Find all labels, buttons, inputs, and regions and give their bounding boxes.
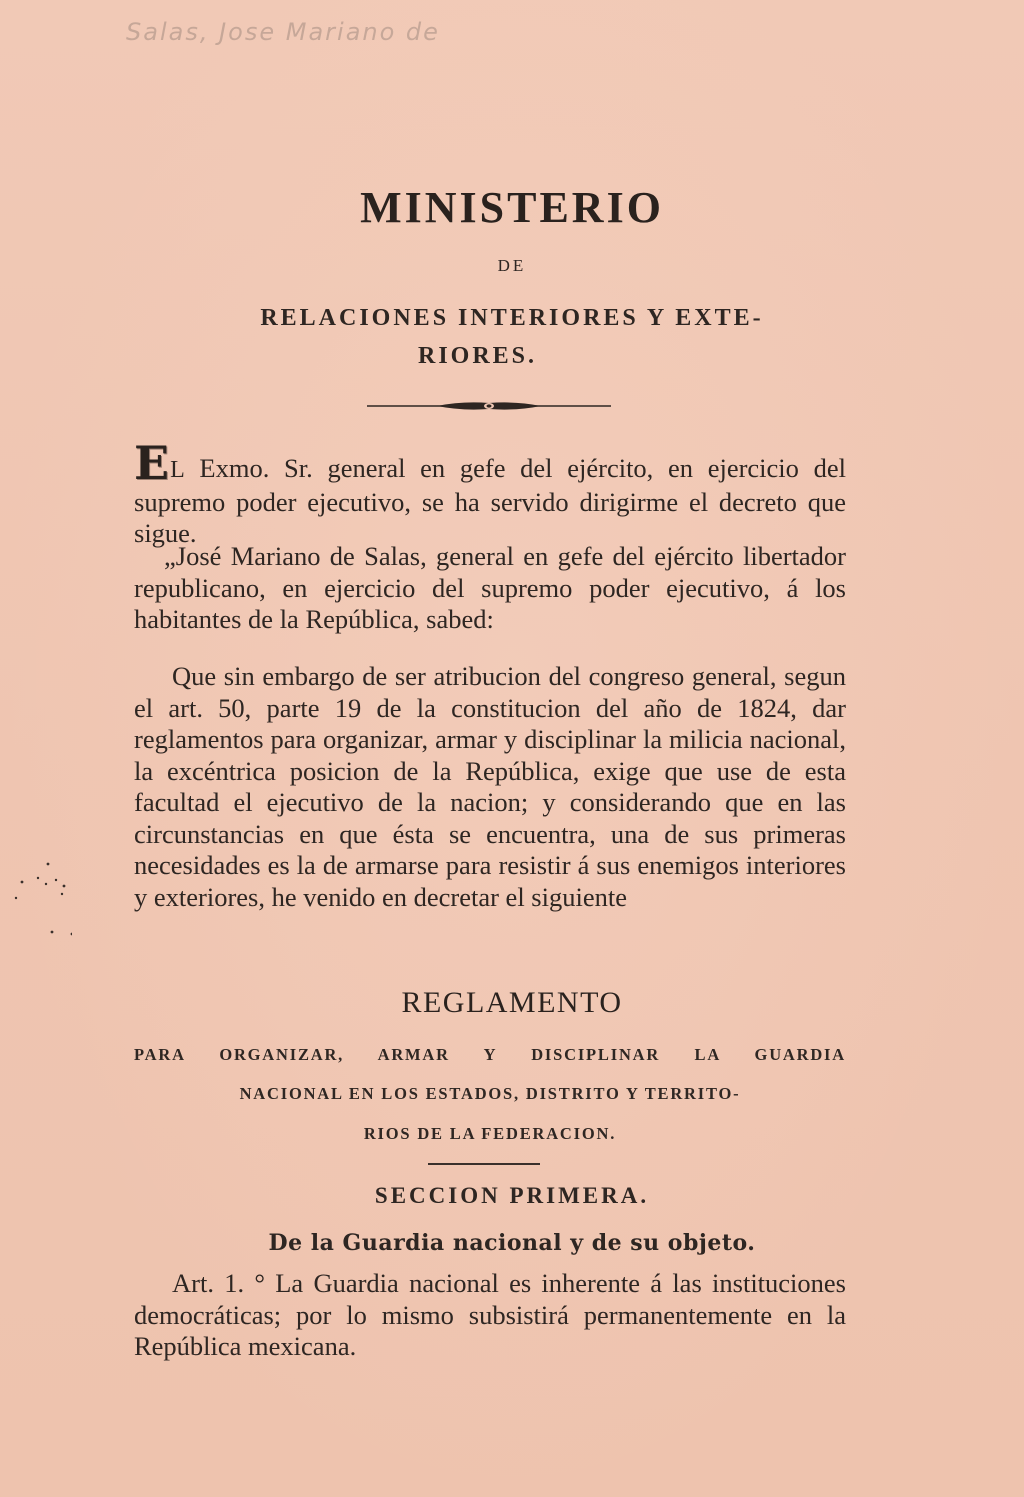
drop-cap-letter: E — [134, 436, 170, 490]
header-ministerio: MINISTERIO — [360, 183, 664, 232]
margin-marks — [12, 858, 72, 938]
heading-reglamento: REGLAMENTO — [401, 986, 623, 1019]
reglamento-subtitle-line1: PARA ORGANIZAR, ARMAR Y DISCIPLINAR LA GUARDIA — [134, 1045, 846, 1064]
paragraph-intro-text: Exmo. Sr. general en gefe del ejército, en ejercicio del supremo poder ejecutivo, se ha servido dirigirme el decreto que sigue. — [134, 453, 846, 548]
paragraph-intro — [134, 436, 846, 550]
reglamento-subtitle-line2: NACIONAL EN LOS ESTADOS, DISTRITO Y TERRITO- — [239, 1084, 741, 1103]
header-de: DE — [497, 256, 527, 275]
paragraph-decree-body: Que sin embargo de ser atribucion del congreso general, segun el art. 50, parte 19 de la constitucion del año de 1824, dar reglamentos para organizar, armar y disciplinar la milicia nacional, la excéntrica posicion de la República, exige que use de esta facultad el ejecutivo de la nacion; y considerando que en las circunstancias en que ésta se encuentra, una de sus primeras necesidades es la de armarse para resistir á sus enemigos interiores y exteriores, he venido en decretar el siguiente — [134, 661, 846, 912]
drop-cap-follow: L — [170, 457, 185, 483]
paragraph-decree-opening: „José Mariano de Salas, general en gefe del ejército libertador republicano, en ejercicio del supremo poder ejecutivo, á los habitantes de la República, sabed: — [134, 541, 846, 634]
ornamental-rule — [367, 398, 611, 414]
reglamento-subtitle-line3: RIOS DE LA FEDERACION. — [363, 1124, 617, 1143]
header-relaciones: RELACIONES INTERIORES Y EXTE- — [260, 305, 764, 331]
article-1: Art. 1. ° La Guardia nacional es inherente á las instituciones democráticas; por lo mismo subsistirá permanentemente en la República mexicana. — [134, 1268, 846, 1361]
heading-seccion-primera: SECCION PRIMERA. — [374, 1183, 650, 1208]
section-divider — [428, 1163, 540, 1165]
subheading-guardia-nacional: De la Guardia nacional y de su objeto. — [268, 1230, 756, 1256]
pencil-annotation: Salas, Jose Mariano de — [126, 18, 440, 46]
header-riores: RIORES. — [418, 343, 538, 369]
